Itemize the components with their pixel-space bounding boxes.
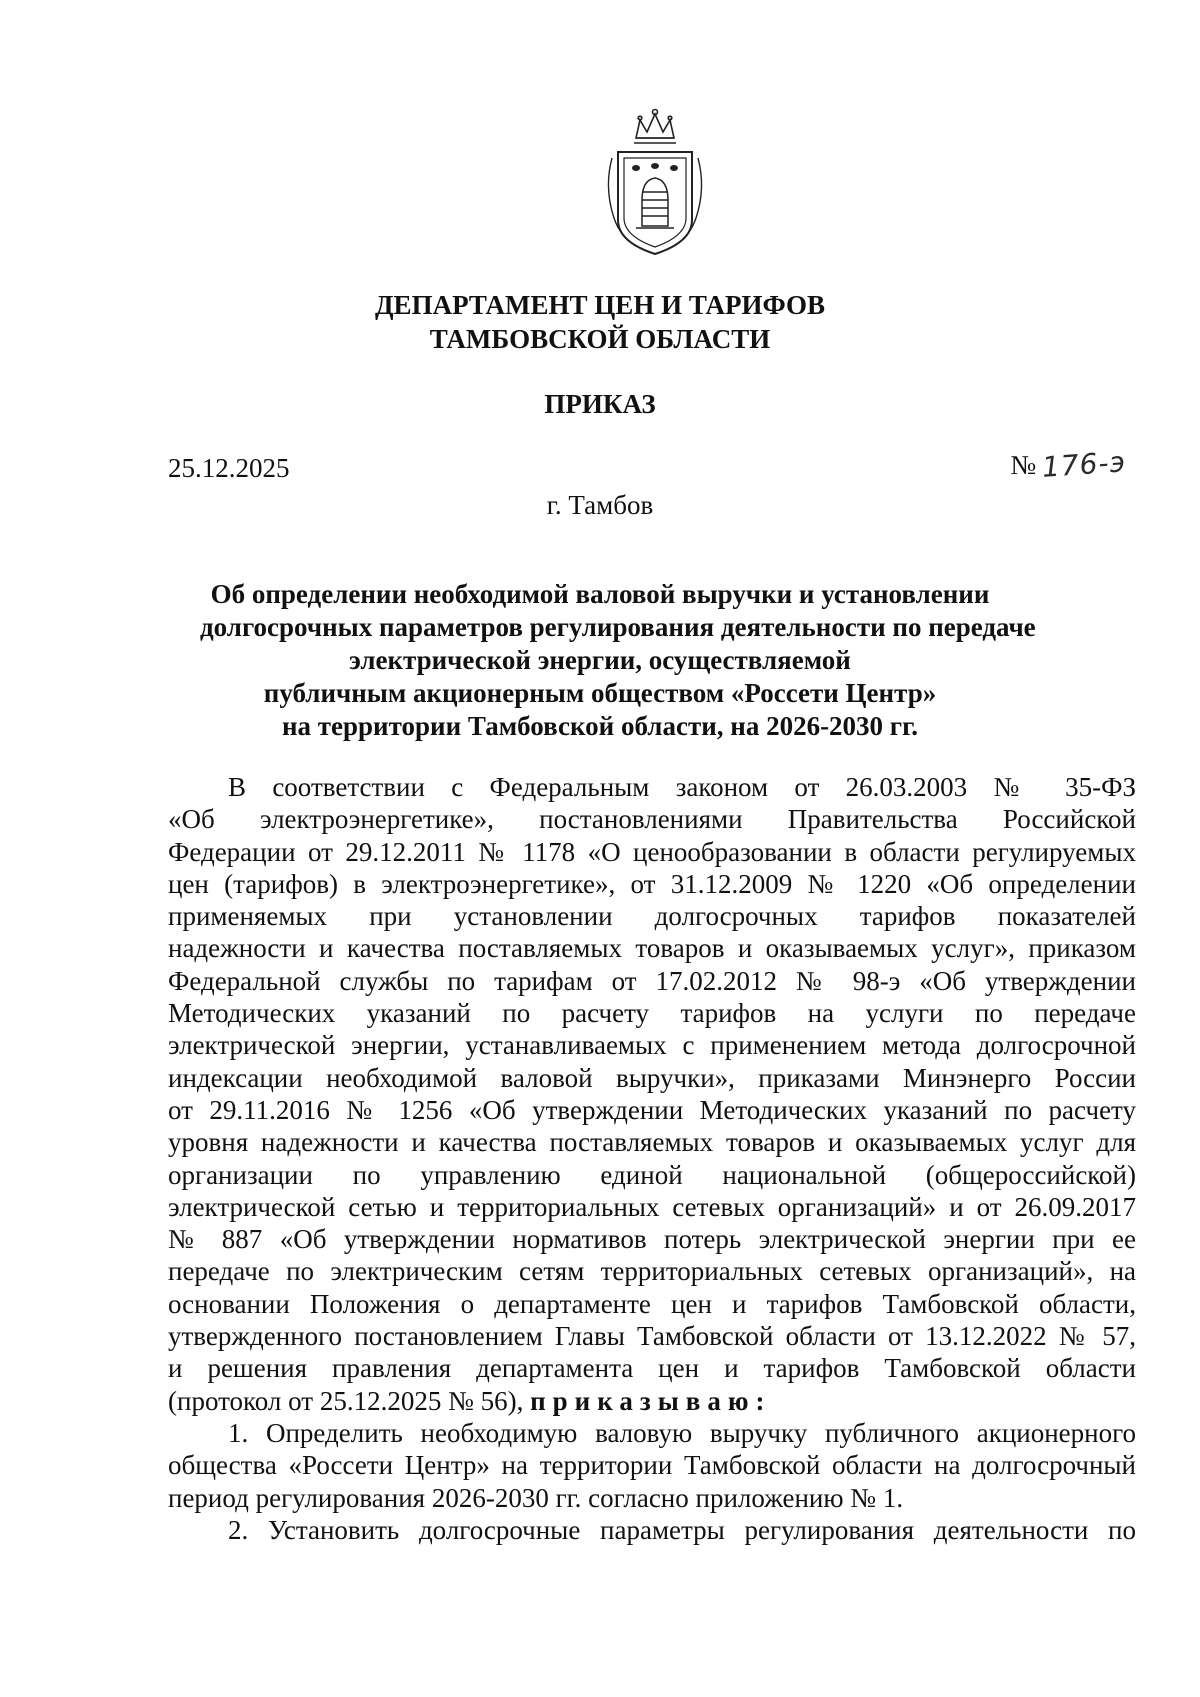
document-title xyxy=(200,578,1036,743)
body-line: утвержденного постановлением Главы Тамбовской области от 13.12.2022 № 57, xyxy=(168,1321,1136,1352)
body-line: Федеральной службы по тарифам от 17.02.2012 № 98-э «Об утверждении xyxy=(168,965,1136,996)
body-line: и решения правления департамента цен и тарифов Тамбовской области xyxy=(168,1353,1136,1384)
title-line: долгосрочных параметров регулирования деятельности по передаче xyxy=(200,612,1036,642)
item2-line: 2. Установить долгосрочные параметры регулирования деятельности по xyxy=(228,1514,1136,1545)
body-line: организации по управлению единой национальной (общероссийской) xyxy=(168,1159,1136,1190)
body-line: передаче по электрическим сетям территориальных сетевых организаций», на xyxy=(168,1256,1136,1287)
body-line: электрической сетью и территориальных сетевых организаций» и от 26.09.2017 xyxy=(168,1191,1136,1222)
body-line: № 887 «Об утверждении нормативов потерь электрической энергии при ее xyxy=(168,1224,1136,1255)
document-type: ПРИКАЗ xyxy=(544,389,656,419)
document-number xyxy=(1010,445,1128,484)
body-line: В соответствии с Федеральным законом от 26.03.2003 № 35-ФЗ xyxy=(228,772,1136,802)
body-line: электрической энергии, устанавливаемых с применением метода долгосрочной xyxy=(168,1030,1136,1061)
body-line: от 29.11.2016 № 1256 «Об утверждении Методических указаний по расчету xyxy=(168,1094,1136,1125)
command-word: приказываю xyxy=(530,1385,756,1416)
body-line: цен (тарифов) в электроэнергетике», от 31.12.2009 № 1220 «Об определении xyxy=(168,868,1136,899)
body-line: основании Положения о департаменте цен и тарифов Тамбовской области, xyxy=(168,1288,1136,1319)
item1-line: период регулирования 2026-2030 гг. согласно приложению № 1. xyxy=(168,1482,904,1513)
document-body xyxy=(168,771,1136,1546)
coat-of-arms-icon xyxy=(596,108,714,258)
item1-line: общества «Россети Центр» на территории Тамбовской области на долгосрочный xyxy=(168,1450,1136,1481)
handwritten-number: 176-э xyxy=(1040,445,1128,484)
body-line: индексации необходимой валовой выручки», приказами Минэнерго России xyxy=(168,1062,1136,1093)
body-line: «Об электроэнергетике», постановлениями Правительства Российской xyxy=(168,804,1136,835)
command-colon: : xyxy=(755,1385,765,1416)
department-name-line2: ТАМБОВСКОЙ ОБЛАСТИ xyxy=(429,324,771,354)
body-line: надежности и качества поставляемых товаров и оказываемых услуг», приказом xyxy=(168,933,1136,964)
document-date: 25.12.2025 xyxy=(168,453,290,483)
department-name-line1: ДЕПАРТАМЕНТ ЦЕН И ТАРИФОВ xyxy=(374,290,826,320)
body-line: Методических указаний по расчету тарифов на услуги по передаче xyxy=(168,998,1136,1029)
title-line: на территории Тамбовской области, на 2026-2030 гг. xyxy=(281,711,919,741)
number-prefix: № xyxy=(1010,450,1037,480)
body-line: Федерации от 29.12.2011 № 1178 «О ценообразовании в области регулируемых xyxy=(168,836,1136,867)
protocol-reference: (протокол от 25.12.2025 № 56), xyxy=(168,1385,524,1416)
body-line: применяемых при установлении долгосрочных тарифов показателей xyxy=(168,901,1136,932)
body-line-command xyxy=(168,1385,1136,1417)
body-line: уровня надежности и качества поставляемых товаров и оказываемых услуг для xyxy=(168,1127,1136,1158)
title-line: Об определении необходимой валовой выручки и установлении xyxy=(210,579,990,609)
title-line: электрической энергии, осуществляемой xyxy=(349,645,851,675)
title-line: публичным акционерным обществом «Россети Центр» xyxy=(263,678,937,708)
document-city: г. Тамбов xyxy=(546,490,654,520)
item1-line: 1. Определить необходимую валовую выручку публичного акционерного xyxy=(228,1417,1136,1448)
